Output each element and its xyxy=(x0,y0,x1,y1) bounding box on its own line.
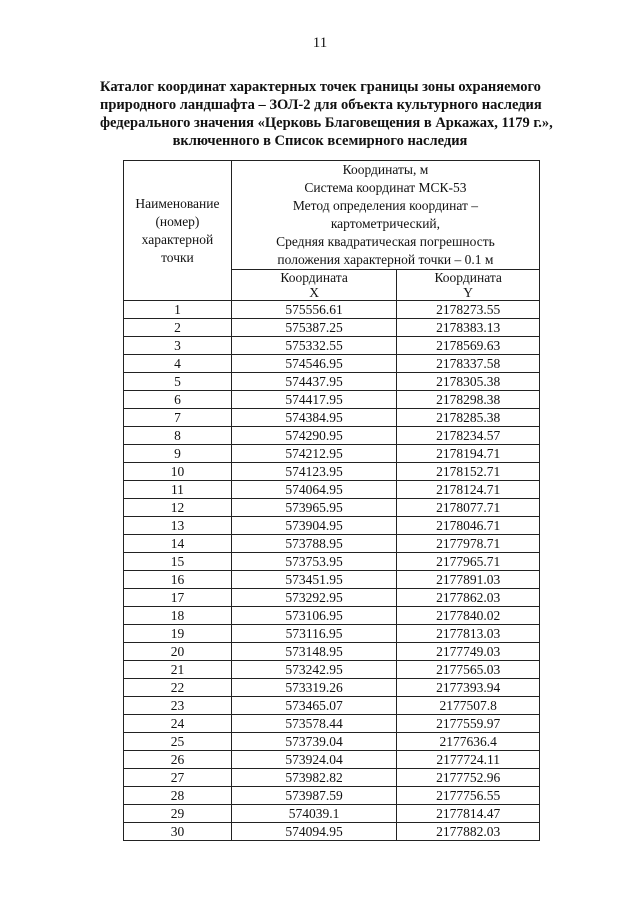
table-row xyxy=(124,733,540,751)
point-number-cell: 20 xyxy=(124,643,232,661)
coordinate-y-cell: 2177393.94 xyxy=(397,679,540,697)
coordinate-y-cell: 2177965.71 xyxy=(397,553,540,571)
coordinate-x-cell: 574064.95 xyxy=(231,481,396,499)
table-row xyxy=(124,679,540,697)
coordinate-x-cell: 574094.95 xyxy=(231,823,396,841)
point-number-cell: 27 xyxy=(124,769,232,787)
coordinate-y-cell: 2178569.63 xyxy=(397,337,540,355)
point-number-cell: 7 xyxy=(124,409,232,427)
point-number-cell: 26 xyxy=(124,751,232,769)
coordinate-x-cell: 573148.95 xyxy=(231,643,396,661)
table-row xyxy=(124,589,540,607)
point-number-cell: 25 xyxy=(124,733,232,751)
table-row xyxy=(124,355,540,373)
table-row xyxy=(124,787,540,805)
coordinate-x-cell: 573924.04 xyxy=(231,751,396,769)
header-line: положения характерной точки – 0.1 м xyxy=(277,252,494,267)
coordinate-y-cell: 2178077.71 xyxy=(397,499,540,517)
table-row xyxy=(124,391,540,409)
coordinate-x-cell: 573319.26 xyxy=(231,679,396,697)
point-number-cell: 17 xyxy=(124,589,232,607)
header-line: Система координат МСК-53 xyxy=(304,180,467,195)
header-line: характерной xyxy=(141,231,214,247)
point-number-cell: 16 xyxy=(124,571,232,589)
point-number-cell: 29 xyxy=(124,805,232,823)
point-number-cell: 28 xyxy=(124,787,232,805)
table-row xyxy=(124,553,540,571)
point-number-cell: 13 xyxy=(124,517,232,535)
table-row xyxy=(124,427,540,445)
table-row xyxy=(124,373,540,391)
coordinate-x-cell: 573904.95 xyxy=(231,517,396,535)
coordinate-x-cell: 574437.95 xyxy=(231,373,396,391)
coordinate-x-cell: 574123.95 xyxy=(231,463,396,481)
table-row xyxy=(124,823,540,841)
coordinate-x-cell: 574039.1 xyxy=(231,805,396,823)
table-body xyxy=(124,301,540,841)
point-number-cell: 1 xyxy=(124,301,232,319)
header-line: картометрический, xyxy=(330,216,441,231)
coordinate-x-cell: 573753.95 xyxy=(231,553,396,571)
coordinate-y-cell: 2177862.03 xyxy=(397,589,540,607)
header-line: Координата xyxy=(280,270,348,285)
table-row xyxy=(124,301,540,319)
coordinate-x-cell: 574384.95 xyxy=(231,409,396,427)
coordinate-y-cell: 2177891.03 xyxy=(397,571,540,589)
coordinate-x-cell: 573242.95 xyxy=(231,661,396,679)
point-number-cell: 9 xyxy=(124,445,232,463)
point-number-cell: 12 xyxy=(124,499,232,517)
coordinate-y-cell: 2178383.13 xyxy=(397,319,540,337)
table-row xyxy=(124,337,540,355)
table-row xyxy=(124,769,540,787)
coordinate-y-cell: 2178046.71 xyxy=(397,517,540,535)
header-line: Y xyxy=(463,285,474,300)
header-line: точки xyxy=(161,249,194,265)
table-row xyxy=(124,625,540,643)
coordinate-y-cell: 2177636.4 xyxy=(397,733,540,751)
coordinate-y-cell: 2177749.03 xyxy=(397,643,540,661)
page-number: 11 xyxy=(312,35,328,51)
title-line: федерального значения «Церковь Благовещения в Аркажах, 1179 г.», xyxy=(100,115,553,131)
table-row xyxy=(124,805,540,823)
coordinate-x-cell: 574212.95 xyxy=(231,445,396,463)
coordinate-x-cell: 573292.95 xyxy=(231,589,396,607)
point-number-cell: 30 xyxy=(124,823,232,841)
coordinate-y-cell: 2177814.47 xyxy=(397,805,540,823)
coordinate-x-cell: 573578.44 xyxy=(231,715,396,733)
table-row xyxy=(124,481,540,499)
point-number-cell: 15 xyxy=(124,553,232,571)
point-number-cell: 21 xyxy=(124,661,232,679)
header-line: Координата xyxy=(434,270,502,285)
title-line: природного ландшафта – ЗОЛ-2 для объекта культурного наследия xyxy=(100,97,542,113)
point-number-cell: 11 xyxy=(124,481,232,499)
coordinates-header xyxy=(231,161,539,270)
header-line: X xyxy=(309,285,319,300)
table-row xyxy=(124,319,540,337)
coordinate-y-cell: 2178152.71 xyxy=(397,463,540,481)
coordinate-y-cell: 2177756.55 xyxy=(397,787,540,805)
header-line: Средняя квадратическая погрешность xyxy=(276,234,495,249)
header-line: Координаты, м xyxy=(342,162,429,177)
coordinate-x-cell: 574546.95 xyxy=(231,355,396,373)
coordinate-y-header xyxy=(397,270,540,301)
table-row xyxy=(124,499,540,517)
point-number-cell: 10 xyxy=(124,463,232,481)
coordinate-y-cell: 2178285.38 xyxy=(397,409,540,427)
point-number-cell: 6 xyxy=(124,391,232,409)
coordinate-x-cell: 575332.55 xyxy=(231,337,396,355)
point-number-cell: 14 xyxy=(124,535,232,553)
table-row xyxy=(124,409,540,427)
header-line: Наименование xyxy=(135,195,220,211)
point-name-header xyxy=(124,161,232,301)
title-line: включенного в Список всемирного наследия xyxy=(172,133,468,149)
coordinate-x-cell: 574290.95 xyxy=(231,427,396,445)
coordinate-y-cell: 2178337.58 xyxy=(397,355,540,373)
coordinate-y-cell: 2177565.03 xyxy=(397,661,540,679)
coordinate-y-cell: 2178298.38 xyxy=(397,391,540,409)
table-row xyxy=(124,607,540,625)
point-number-cell: 24 xyxy=(124,715,232,733)
coordinate-x-cell: 573987.59 xyxy=(231,787,396,805)
header-line: (номер) xyxy=(155,213,200,229)
coordinate-y-cell: 2177978.71 xyxy=(397,535,540,553)
coordinate-y-cell: 2177724.11 xyxy=(397,751,540,769)
coordinate-x-cell: 573982.82 xyxy=(231,769,396,787)
point-number-cell: 19 xyxy=(124,625,232,643)
document-title xyxy=(100,78,553,150)
coordinate-x-cell: 574417.95 xyxy=(231,391,396,409)
point-number-cell: 22 xyxy=(124,679,232,697)
table-row xyxy=(124,571,540,589)
coordinate-x-cell: 573788.95 xyxy=(231,535,396,553)
coordinate-x-cell: 573965.95 xyxy=(231,499,396,517)
table-row xyxy=(124,697,540,715)
point-number-cell: 4 xyxy=(124,355,232,373)
point-number-cell: 18 xyxy=(124,607,232,625)
coordinate-y-cell: 2177813.03 xyxy=(397,625,540,643)
coordinate-y-cell: 2178124.71 xyxy=(397,481,540,499)
table-row xyxy=(124,751,540,769)
header-line: Метод определения координат – xyxy=(292,198,479,213)
coordinate-y-cell: 2177840.02 xyxy=(397,607,540,625)
coordinate-y-cell: 2177752.96 xyxy=(397,769,540,787)
coordinate-x-cell: 573465.07 xyxy=(231,697,396,715)
point-number-cell: 2 xyxy=(124,319,232,337)
point-number-cell: 23 xyxy=(124,697,232,715)
coordinate-y-cell: 2177559.97 xyxy=(397,715,540,733)
point-number-cell: 5 xyxy=(124,373,232,391)
point-number-cell: 8 xyxy=(124,427,232,445)
table-row xyxy=(124,517,540,535)
table-row xyxy=(124,661,540,679)
coordinate-x-cell: 573739.04 xyxy=(231,733,396,751)
coordinate-x-cell: 573106.95 xyxy=(231,607,396,625)
coordinate-x-cell: 573116.95 xyxy=(231,625,396,643)
coordinate-x-cell: 575387.25 xyxy=(231,319,396,337)
coordinate-y-cell: 2178273.55 xyxy=(397,301,540,319)
coordinate-y-cell: 2177507.8 xyxy=(397,697,540,715)
coordinate-y-cell: 2177882.03 xyxy=(397,823,540,841)
coordinate-y-cell: 2178194.71 xyxy=(397,445,540,463)
table-row xyxy=(124,643,540,661)
table-row xyxy=(124,463,540,481)
coordinate-x-header xyxy=(231,270,396,301)
title-line: Каталог координат характерных точек границы зоны охраняемого xyxy=(100,79,541,95)
table-row xyxy=(124,715,540,733)
table-row xyxy=(124,445,540,463)
coordinate-x-cell: 573451.95 xyxy=(231,571,396,589)
coordinate-y-cell: 2178234.57 xyxy=(397,427,540,445)
coordinate-x-cell: 575556.61 xyxy=(231,301,396,319)
coordinates-table xyxy=(123,160,540,841)
table-row xyxy=(124,535,540,553)
coordinate-y-cell: 2178305.38 xyxy=(397,373,540,391)
point-number-cell: 3 xyxy=(124,337,232,355)
